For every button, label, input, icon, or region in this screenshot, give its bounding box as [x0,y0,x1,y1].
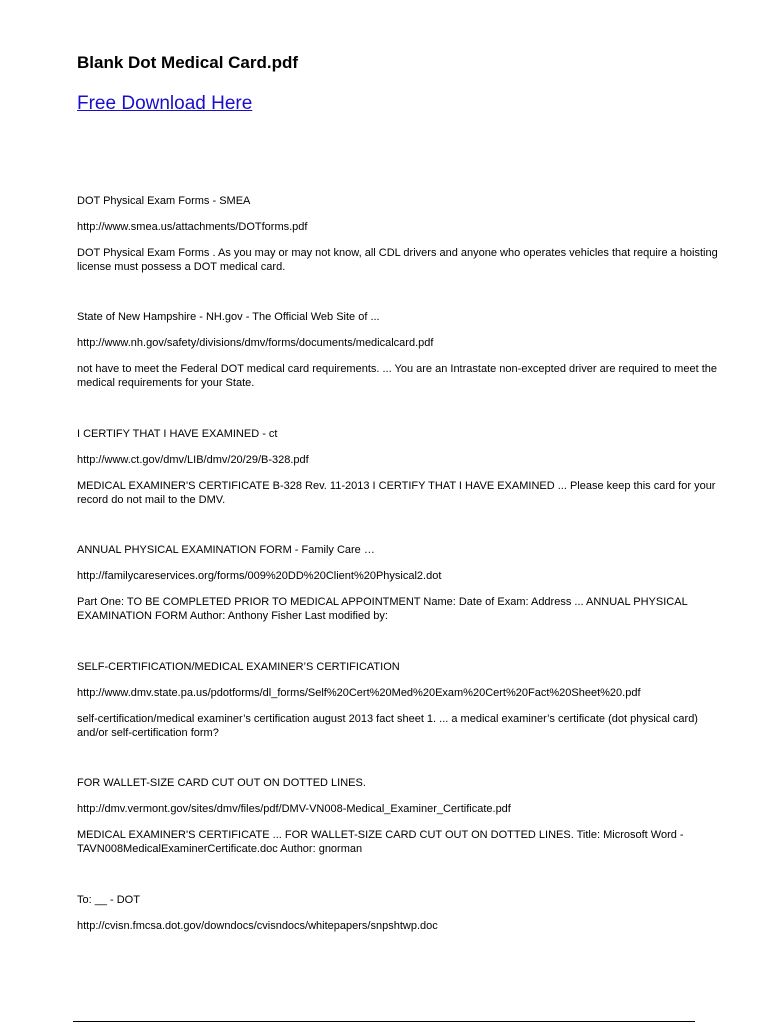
result-entry [77,427,737,507]
result-snippet: not have to meet the Federal DOT medical card requirements. ... You are an Intrastate non-excepted driver are required to meet the medical requirements for your State. [77,363,717,389]
result-title: I CERTIFY THAT I HAVE EXAMINED - ct [77,428,278,440]
result-title: ANNUAL PHYSICAL EXAMINATION FORM - Family Care … [77,544,375,556]
result-entry [77,194,737,274]
result-url: http://familycareservices.org/forms/009%20DD%20Client%20Physical2.dot [77,570,442,582]
result-snippet: Part One: TO BE COMPLETED PRIOR TO MEDICAL APPOINTMENT Name: Date of Exam: Address ... ANNUAL PHYSICAL EXAMINATION FORM Author: Anthony Fisher Last modified by: [77,596,688,622]
result-snippet: MEDICAL EXAMINER'S CERTIFICATE B-328 Rev. 11-2013 I CERTIFY THAT I HAVE EXAMINED ... Please keep this card for your record do not mail to the DMV. [77,480,716,506]
result-url: http://www.ct.gov/dmv/LIB/dmv/20/29/B-328.pdf [77,454,309,466]
result-entry [77,310,737,390]
result-title: SELF-CERTIFICATION/MEDICAL EXAMINER’S CERTIFICATION [77,661,400,673]
result-title: FOR WALLET-SIZE CARD CUT OUT ON DOTTED LINES. [77,777,366,789]
result-snippet: self-certification/medical examiner’s certification august 2013 fact sheet 1. ... a medical examiner’s certificate (dot physical card) and/or self-certification form? [77,713,698,739]
free-download-link[interactable]: Free Download Here [77,93,253,114]
result-url: http://cvisn.fmcsa.dot.gov/downdocs/cvisndocs/whitepapers/snpshtwp.doc [77,920,438,932]
result-url: http://www.dmv.state.pa.us/pdotforms/dl_forms/Self%20Cert%20Med%20Exam%20Cert%20Fact%20Sheet%20.pdf [77,687,641,699]
result-entry [77,776,737,856]
result-entry [77,660,737,740]
result-entry [77,893,737,933]
result-title: State of New Hampshire - NH.gov - The Official Web Site of ... [77,311,380,323]
result-snippet: MEDICAL EXAMINER'S CERTIFICATE ... FOR WALLET-SIZE CARD CUT OUT ON DOTTED LINES. Title: Microsoft Word - TAVN008MedicalExaminerCertificate.doc Author: gnorman [77,829,684,855]
document-title: Blank Dot Medical Card.pdf [77,53,299,72]
result-snippet: DOT Physical Exam Forms . As you may or may not know, all CDL drivers and anyone who operates vehicles that require a hoisting license must possess a DOT medical card. [77,247,718,273]
result-title: DOT Physical Exam Forms - SMEA [77,195,251,207]
result-url: http://www.nh.gov/safety/divisions/dmv/forms/documents/medicalcard.pdf [77,337,434,349]
footer-divider [73,1021,695,1022]
result-url: http://dmv.vermont.gov/sites/dmv/files/pdf/DMV-VN008-Medical_Examiner_Certificate.pdf [77,803,511,815]
result-entry [77,543,737,623]
result-url: http://www.smea.us/attachments/DOTforms.pdf [77,221,308,233]
result-title: To: __ - DOT [77,894,140,906]
